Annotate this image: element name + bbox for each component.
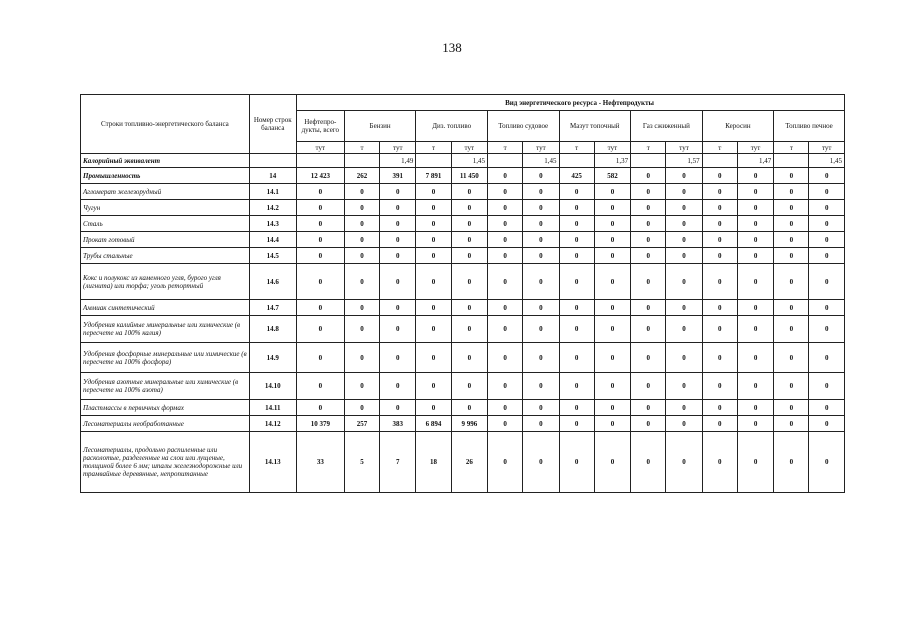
row-value: 0 (809, 300, 845, 316)
row-value: 0 (666, 264, 702, 300)
table-row (81, 216, 845, 232)
row-value: 0 (737, 200, 773, 216)
row-value: 0 (702, 200, 737, 216)
row-value: 0 (666, 432, 702, 493)
row-value: 0 (631, 200, 666, 216)
header-group: Газ сжиженный (631, 111, 703, 142)
row-value: 0 (594, 400, 630, 416)
row-value: 7 (380, 432, 416, 493)
row-value: 0 (523, 416, 559, 432)
row-value: 0 (774, 432, 809, 493)
row-value: 257 (344, 416, 379, 432)
row-value: 0 (416, 373, 451, 400)
row-name: Лесоматериалы необработанные (81, 416, 250, 432)
row-value: 0 (344, 248, 379, 264)
row-value: 0 (774, 232, 809, 248)
row-value: 0 (559, 400, 594, 416)
row-value: 0 (487, 168, 522, 184)
row-value: 0 (809, 200, 845, 216)
row-value: 0 (344, 216, 379, 232)
row-value: 0 (523, 432, 559, 493)
row-value: 0 (809, 400, 845, 416)
row-value: 0 (702, 264, 737, 300)
row-value: 0 (344, 316, 379, 343)
row-value: 0 (809, 373, 845, 400)
row-value: 0 (559, 300, 594, 316)
header-group: Диз. топливо (416, 111, 488, 142)
row-value: 0 (380, 216, 416, 232)
row-value: 0 (666, 232, 702, 248)
row-value: 0 (737, 300, 773, 316)
row-value: 0 (594, 184, 630, 200)
row-value: 0 (296, 316, 344, 343)
row-value: 0 (487, 373, 522, 400)
row-value: 0 (737, 316, 773, 343)
row-value: 0 (451, 216, 487, 232)
row-value: 0 (451, 343, 487, 373)
row-value: 0 (296, 248, 344, 264)
row-value: 262 (344, 168, 379, 184)
row-value: 0 (416, 200, 451, 216)
row-value: 0 (416, 400, 451, 416)
row-code: 14.6 (249, 264, 296, 300)
row-name: Удобрения азотные минеральные или химические (в пересчете на 100% азота) (81, 373, 250, 400)
row-value: 0 (451, 200, 487, 216)
row-name: Удобрения фосфорные минеральные или химические (в пересчете на 100% фосфора) (81, 343, 250, 373)
row-value: 0 (523, 200, 559, 216)
row-value: 0 (344, 300, 379, 316)
row-value: 0 (296, 400, 344, 416)
row-value: 0 (809, 432, 845, 493)
row-value: 0 (451, 248, 487, 264)
caloric-label: Калорийный эквивалент (81, 154, 250, 168)
header-unit: т (774, 142, 809, 154)
fuel-balance-table (80, 94, 845, 493)
row-value: 0 (774, 343, 809, 373)
row-value: 0 (487, 264, 522, 300)
row-name: Трубы стальные (81, 248, 250, 264)
row-value: 0 (774, 400, 809, 416)
row-value: 33 (296, 432, 344, 493)
row-value: 0 (774, 264, 809, 300)
table-row (81, 168, 845, 184)
header-unit: т (487, 142, 522, 154)
row-value: 0 (774, 316, 809, 343)
header-row-number: Номер строк баланса (249, 95, 296, 154)
row-value: 391 (380, 168, 416, 184)
row-value: 0 (559, 373, 594, 400)
caloric-value (559, 154, 594, 168)
row-value: 0 (809, 184, 845, 200)
row-value: 0 (487, 184, 522, 200)
row-value: 0 (702, 168, 737, 184)
row-value: 0 (416, 248, 451, 264)
row-value: 0 (594, 300, 630, 316)
header-unit: тут (666, 142, 702, 154)
row-value: 18 (416, 432, 451, 493)
row-value: 0 (702, 300, 737, 316)
table-row (81, 416, 845, 432)
row-value: 0 (344, 184, 379, 200)
table-row (81, 248, 845, 264)
header-unit: т (416, 142, 451, 154)
row-value: 0 (774, 200, 809, 216)
caloric-value (631, 154, 666, 168)
row-value: 0 (380, 300, 416, 316)
row-value: 0 (666, 200, 702, 216)
row-value: 0 (487, 248, 522, 264)
row-value: 0 (809, 316, 845, 343)
row-value: 0 (487, 200, 522, 216)
header-unit: тут (737, 142, 773, 154)
row-value: 0 (737, 343, 773, 373)
row-code: 14.8 (249, 316, 296, 343)
row-value: 0 (631, 416, 666, 432)
row-value: 0 (487, 400, 522, 416)
header-unit: тут (594, 142, 630, 154)
row-value: 0 (594, 232, 630, 248)
row-value: 0 (559, 232, 594, 248)
row-value: 0 (296, 343, 344, 373)
row-value: 0 (631, 184, 666, 200)
row-value: 0 (702, 400, 737, 416)
caloric-value: 1,47 (737, 154, 773, 168)
row-value: 0 (523, 216, 559, 232)
table-row (81, 264, 845, 300)
row-code: 14.4 (249, 232, 296, 248)
row-value: 0 (702, 343, 737, 373)
row-value: 0 (296, 216, 344, 232)
row-value: 0 (296, 232, 344, 248)
row-value: 0 (416, 184, 451, 200)
header-resource-title: Вид энергетического ресурса - Нефтепродукты (296, 95, 844, 111)
row-value: 0 (809, 343, 845, 373)
row-value: 0 (487, 232, 522, 248)
row-value: 0 (416, 216, 451, 232)
row-value: 0 (559, 216, 594, 232)
row-value: 0 (487, 343, 522, 373)
row-value: 0 (702, 373, 737, 400)
row-value: 7 891 (416, 168, 451, 184)
row-value: 0 (451, 184, 487, 200)
row-value: 0 (344, 264, 379, 300)
header-group: Топливо судовое (487, 111, 559, 142)
table-row (81, 200, 845, 216)
row-value: 0 (666, 216, 702, 232)
row-value: 0 (631, 248, 666, 264)
row-value: 0 (451, 373, 487, 400)
header-unit: тут (296, 142, 344, 154)
row-value: 0 (344, 400, 379, 416)
table-row (81, 400, 845, 416)
caloric-value: 1,45 (451, 154, 487, 168)
row-value: 0 (451, 400, 487, 416)
row-value: 0 (702, 432, 737, 493)
row-value: 0 (380, 316, 416, 343)
row-code: 14.11 (249, 400, 296, 416)
row-value: 0 (737, 432, 773, 493)
row-value: 0 (737, 264, 773, 300)
row-value: 0 (380, 232, 416, 248)
row-value: 0 (666, 316, 702, 343)
row-value: 0 (737, 184, 773, 200)
row-value: 6 894 (416, 416, 451, 432)
row-value: 26 (451, 432, 487, 493)
header-unit: т (702, 142, 737, 154)
table-row (81, 373, 845, 400)
row-value: 12 423 (296, 168, 344, 184)
row-value: 9 996 (451, 416, 487, 432)
row-value: 0 (523, 316, 559, 343)
table-row (81, 232, 845, 248)
row-value: 10 379 (296, 416, 344, 432)
header-unit: т (631, 142, 666, 154)
row-value: 0 (666, 343, 702, 373)
row-code: 14.2 (249, 200, 296, 216)
row-value: 0 (559, 416, 594, 432)
row-value: 0 (631, 300, 666, 316)
row-value: 11 450 (451, 168, 487, 184)
row-value: 0 (702, 216, 737, 232)
row-value: 0 (523, 264, 559, 300)
row-value: 383 (380, 416, 416, 432)
row-value: 0 (702, 416, 737, 432)
row-value: 0 (296, 184, 344, 200)
row-value: 0 (737, 232, 773, 248)
row-value: 0 (523, 373, 559, 400)
row-value: 0 (416, 343, 451, 373)
row-value: 0 (559, 200, 594, 216)
table-row (81, 300, 845, 316)
caloric-value (774, 154, 809, 168)
caloric-value (702, 154, 737, 168)
row-value: 0 (737, 248, 773, 264)
row-code: 14.12 (249, 416, 296, 432)
row-value: 0 (559, 316, 594, 343)
row-value: 0 (380, 400, 416, 416)
row-value: 0 (809, 232, 845, 248)
caloric-code (249, 154, 296, 168)
row-value: 0 (809, 216, 845, 232)
row-value: 0 (416, 316, 451, 343)
row-value: 0 (631, 232, 666, 248)
row-value: 0 (416, 300, 451, 316)
row-value: 0 (666, 416, 702, 432)
row-value: 0 (487, 300, 522, 316)
row-value: 0 (296, 264, 344, 300)
row-value: 0 (702, 248, 737, 264)
row-value: 0 (559, 248, 594, 264)
row-value: 0 (737, 416, 773, 432)
row-name: Промышленность (81, 168, 250, 184)
row-value: 0 (774, 373, 809, 400)
row-value: 0 (809, 248, 845, 264)
row-value: 0 (666, 373, 702, 400)
row-value: 0 (737, 373, 773, 400)
row-value: 0 (809, 168, 845, 184)
row-value: 0 (380, 373, 416, 400)
header-unit: т (559, 142, 594, 154)
row-value: 0 (451, 316, 487, 343)
row-value: 0 (487, 416, 522, 432)
page-number: 138 (442, 40, 462, 55)
table-row (81, 184, 845, 200)
caloric-value (487, 154, 522, 168)
row-value: 0 (809, 264, 845, 300)
row-value: 0 (344, 373, 379, 400)
row-name: Лесоматериалы, продольно распиленные или расколотые, разделенные на слои или лущеные, толщиной более 6 мм; шпалы железнодорожные или трамвайные деревянные, непропитанные (81, 432, 250, 493)
header-row-name: Строки топливно-энергетического баланса (81, 95, 250, 154)
caloric-value: 1,45 (809, 154, 845, 168)
row-value: 0 (296, 373, 344, 400)
row-value: 0 (523, 343, 559, 373)
row-value: 0 (774, 216, 809, 232)
row-value: 0 (523, 300, 559, 316)
row-value: 0 (559, 343, 594, 373)
row-name: Кокс и полукокс из каменного угля, бурого угля (лигнита) или торфа; уголь ретортный (81, 264, 250, 300)
caloric-value (416, 154, 451, 168)
caloric-value: 1,57 (666, 154, 702, 168)
row-value: 0 (559, 264, 594, 300)
header-group: Мазут топочный (559, 111, 631, 142)
row-value: 0 (774, 300, 809, 316)
header-group: Топливо печное (774, 111, 845, 142)
row-value: 0 (631, 264, 666, 300)
row-value: 0 (296, 200, 344, 216)
row-value: 0 (380, 343, 416, 373)
row-value: 0 (737, 168, 773, 184)
table-row (81, 343, 845, 373)
header-unit: тут (809, 142, 845, 154)
row-value: 0 (702, 316, 737, 343)
row-value: 0 (631, 343, 666, 373)
row-value: 0 (666, 168, 702, 184)
row-value: 0 (523, 400, 559, 416)
row-value: 0 (451, 264, 487, 300)
row-name: Пластмассы в первичных формах (81, 400, 250, 416)
row-value: 0 (702, 184, 737, 200)
row-value: 0 (666, 184, 702, 200)
row-value: 0 (666, 400, 702, 416)
row-value: 0 (594, 216, 630, 232)
row-value: 0 (594, 248, 630, 264)
row-name: Удобрения калийные минеральные или химические (в пересчете на 100% калия) (81, 316, 250, 343)
header-group: Нефтепро-дукты, всего (296, 111, 344, 142)
row-value: 0 (774, 416, 809, 432)
row-code: 14.7 (249, 300, 296, 316)
row-value: 0 (666, 300, 702, 316)
row-value: 0 (296, 300, 344, 316)
row-value: 0 (523, 232, 559, 248)
row-value: 0 (774, 168, 809, 184)
row-value: 0 (451, 300, 487, 316)
row-value: 0 (559, 184, 594, 200)
row-value: 0 (594, 432, 630, 493)
row-value: 0 (416, 232, 451, 248)
caloric-value (296, 154, 344, 168)
row-value: 0 (631, 216, 666, 232)
row-name: Прокат готовый (81, 232, 250, 248)
table-row (81, 432, 845, 493)
row-value: 425 (559, 168, 594, 184)
row-value: 0 (559, 432, 594, 493)
row-name: Агломерат железорудный (81, 184, 250, 200)
row-value: 0 (737, 400, 773, 416)
row-value: 0 (774, 248, 809, 264)
row-value: 0 (631, 316, 666, 343)
row-value: 0 (631, 400, 666, 416)
row-name: Чугун (81, 200, 250, 216)
caloric-value: 1,37 (594, 154, 630, 168)
row-code: 14.3 (249, 216, 296, 232)
row-value: 0 (487, 432, 522, 493)
table-row (81, 316, 845, 343)
row-value: 0 (380, 184, 416, 200)
caloric-value: 1,45 (523, 154, 559, 168)
header-unit: тут (451, 142, 487, 154)
row-value: 0 (523, 168, 559, 184)
row-value: 0 (344, 232, 379, 248)
row-value: 5 (344, 432, 379, 493)
row-value: 0 (487, 316, 522, 343)
row-code: 14.13 (249, 432, 296, 493)
row-value: 582 (594, 168, 630, 184)
row-value: 0 (666, 248, 702, 264)
row-value: 0 (451, 232, 487, 248)
row-value: 0 (594, 343, 630, 373)
row-code: 14.10 (249, 373, 296, 400)
row-value: 0 (416, 264, 451, 300)
row-value: 0 (594, 416, 630, 432)
row-code: 14.1 (249, 184, 296, 200)
header-group: Керосин (702, 111, 774, 142)
row-value: 0 (380, 200, 416, 216)
row-name: Аммиак синтетический (81, 300, 250, 316)
row-value: 0 (344, 343, 379, 373)
row-value: 0 (594, 316, 630, 343)
row-value: 0 (594, 373, 630, 400)
row-value: 0 (702, 232, 737, 248)
row-value: 0 (523, 184, 559, 200)
header-group: Бензин (344, 111, 416, 142)
row-name: Сталь (81, 216, 250, 232)
row-value: 0 (594, 264, 630, 300)
row-value: 0 (380, 248, 416, 264)
caloric-value: 1,49 (380, 154, 416, 168)
row-code: 14.9 (249, 343, 296, 373)
row-value: 0 (809, 416, 845, 432)
row-value: 0 (631, 432, 666, 493)
row-value: 0 (344, 200, 379, 216)
row-value: 0 (380, 264, 416, 300)
header-unit: тут (380, 142, 416, 154)
row-code: 14 (249, 168, 296, 184)
row-value: 0 (523, 248, 559, 264)
row-code: 14.5 (249, 248, 296, 264)
row-value: 0 (774, 184, 809, 200)
caloric-value (344, 154, 379, 168)
header-unit: тут (523, 142, 559, 154)
row-value: 0 (594, 200, 630, 216)
header-unit: т (344, 142, 379, 154)
row-value: 0 (487, 216, 522, 232)
row-value: 0 (631, 168, 666, 184)
row-value: 0 (631, 373, 666, 400)
row-value: 0 (737, 216, 773, 232)
